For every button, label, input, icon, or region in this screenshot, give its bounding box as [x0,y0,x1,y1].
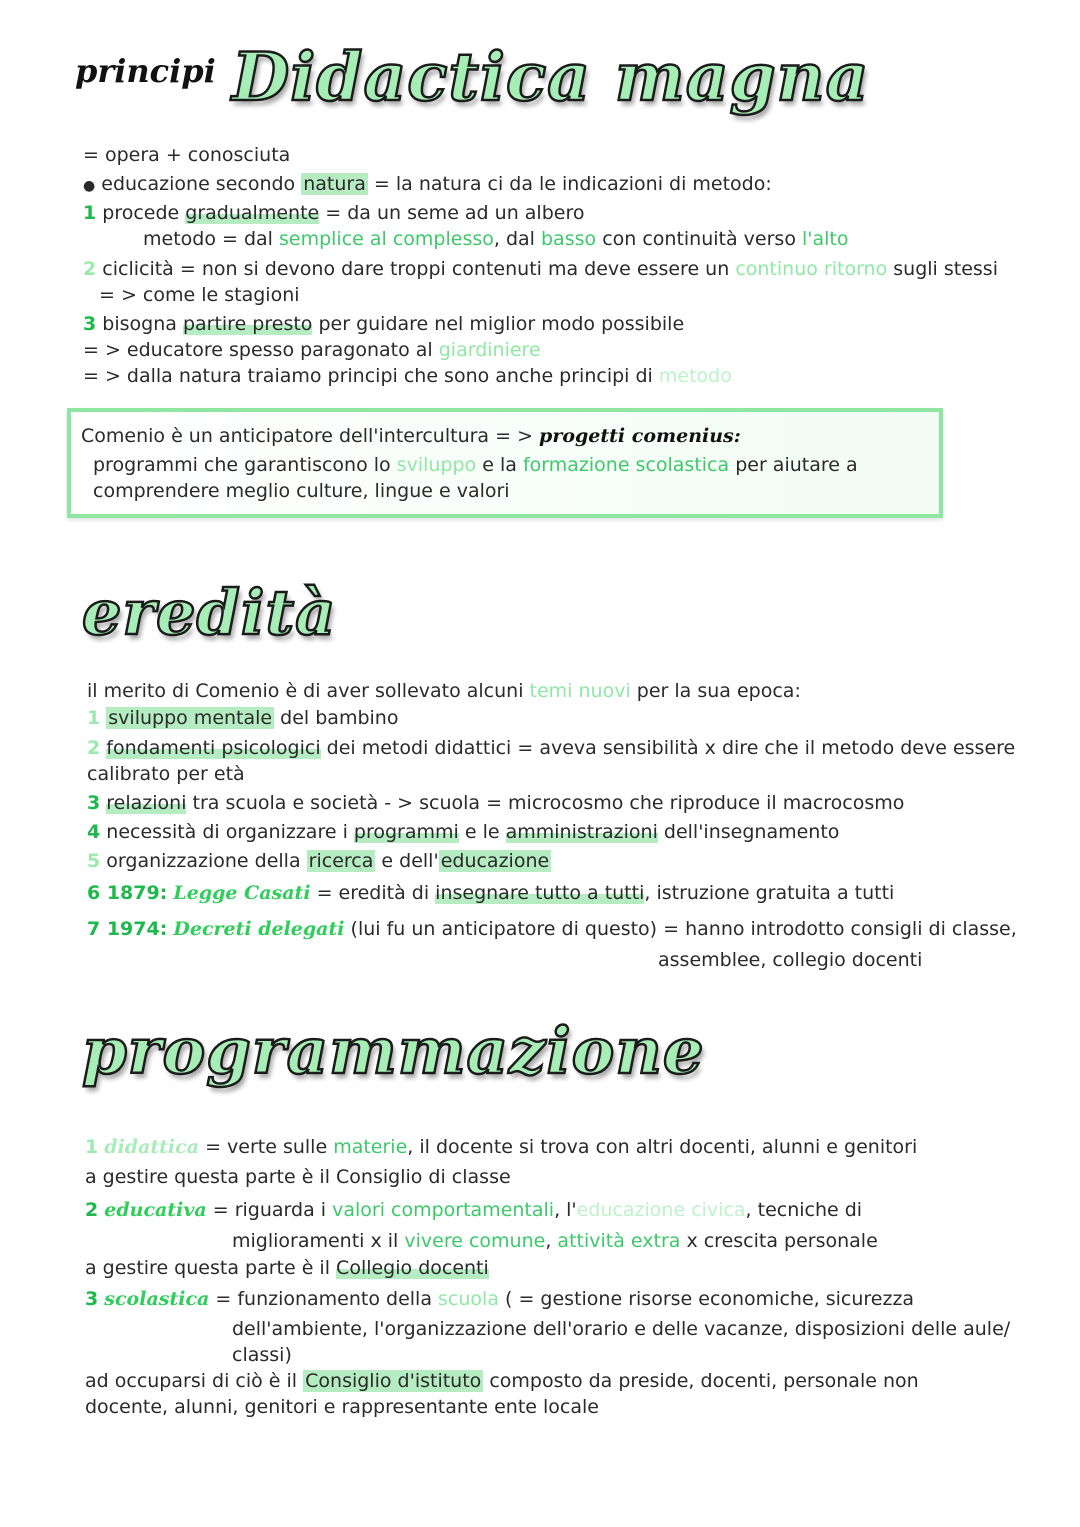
text: tra scuola e società - > scuola = microcosmo che riproduce il macrocosmo [192,792,905,814]
didattica-label: didattica [104,1136,200,1158]
scolastica-label: scolastica [104,1288,210,1310]
green-text: giardiniere [438,339,541,361]
highlight: insegnare tutto a tutti [435,882,645,904]
item-number: 6 1879: [87,882,168,904]
text: calibrato per età [87,763,245,785]
text: , dal [493,228,535,250]
text-line [83,256,998,282]
text: comprendere meglio culture, lingue e valori [93,480,510,502]
item-number: 1 [85,1136,99,1158]
item-number: 2 [83,258,97,280]
text: il merito di Comenio è di aver sollevato alcuni [87,680,524,702]
text: , istruzione gratuita a tutti [644,882,895,904]
item-number: 3 [87,792,101,814]
green-text: valori comportamentali [332,1199,555,1221]
text: = la natura ci da le indicazioni di metodo: [373,173,772,195]
item-number: 2 [87,737,101,759]
text: per la sua epoca: [636,680,801,702]
text: , tecniche di [745,1199,863,1221]
text-line [232,1316,1010,1342]
section-label-principi: principi [75,52,216,90]
green-text: sviluppo [396,454,477,476]
item-number: 3 [85,1288,99,1310]
text-line [87,761,245,787]
text: = riguarda i [212,1199,327,1221]
green-text: l'alto [802,228,849,250]
green-text: attività extra [557,1230,681,1252]
text: e le [464,821,500,843]
text: e dell' [381,850,439,872]
text: sugli stessi [893,258,998,280]
text: con continuità verso [602,228,796,250]
green-text: temi nuovi [529,680,631,702]
progetti-comenius-label: progetti comenius: [539,425,741,447]
text-line [87,880,894,906]
text: dell'insegnamento [663,821,840,843]
text-line [85,1164,511,1190]
text: metodo = dal [143,228,273,250]
highlight: ricerca [308,850,374,872]
bullet-icon: ● [83,178,96,194]
green-text: semplice al complesso [279,228,494,250]
text: = da un seme ad un albero [325,202,585,224]
highlight: natura [303,173,366,195]
text-line [87,678,801,704]
green-text: basso [541,228,597,250]
highlight: partire presto [182,313,313,335]
text-line [83,171,772,199]
text: e la [482,454,517,476]
text: bisogna [102,313,177,335]
green-text: educazione civica [576,1199,746,1221]
page-title: Didactica magna [232,38,870,116]
item-number: 7 1974: [87,918,168,940]
text: ( = gestione risorse economiche, sicurezza [505,1288,915,1310]
text: a gestire questa parte è il Consiglio di classe [85,1166,511,1188]
text-line [143,226,849,252]
text: = verte sulle [205,1136,328,1158]
item-number: 3 [83,313,97,335]
highlight: relazioni [106,792,187,814]
text: dei metodi didattici = aveva sensibilità x dire che il metodo deve essere [326,737,1016,759]
text: (lui fu un anticipatore di questo) = hanno introdotto consigli di classe, [350,918,1017,940]
text-line [83,142,290,168]
text: , l' [554,1199,577,1221]
text: necessità di organizzare i [106,821,348,843]
legge-casati-label: Legge Casati [173,882,311,904]
text: educazione secondo [101,173,296,195]
text-line [83,337,541,363]
text: per aiutare a [735,454,858,476]
text-line [99,282,300,308]
text-line [85,1394,599,1420]
text: ciclicità = non si devono dare troppi contenuti ma deve essere un [102,258,730,280]
text-line [87,790,904,816]
text: = > come le stagioni [99,284,300,306]
text: = funzionamento della [215,1288,432,1310]
text: per guidare nel miglior modo possibile [318,313,685,335]
section-title-programmazione: programmazione [82,1014,705,1089]
highlight: programmi [353,821,459,843]
highlight: sviluppo mentale [108,707,273,729]
text-line [87,916,1017,942]
green-text: formazione scolastica [522,454,730,476]
text-line [83,363,732,389]
text-line [85,1255,489,1281]
text: , [545,1230,552,1252]
item-number: 4 [87,821,101,843]
green-text: metodo [658,365,732,387]
text-line [232,1342,292,1368]
text: classi) [232,1344,292,1366]
text: x crescita personale [686,1230,878,1252]
text: composto da preside, docenti, personale non [489,1370,919,1392]
highlight: Consiglio d'istituto [305,1370,482,1392]
text: docente, alunni, genitori e rappresentante ente locale [85,1396,599,1418]
green-text: materie [333,1136,408,1158]
text: programmi che garantiscono lo [93,454,391,476]
text-line [85,1197,862,1223]
text-line [232,1228,878,1254]
item-number: 5 [87,850,101,872]
item-number: 1 [83,202,97,224]
highlight: amministrazioni [505,821,658,843]
green-text: vivere comune [404,1230,546,1252]
text: assemblee, collegio docenti [658,949,923,971]
highlight: gradualmente [185,202,320,224]
text-line [93,478,510,504]
text-line [83,200,584,226]
text-line [87,705,398,731]
highlight: fondamenti psicologici [106,737,321,759]
text: , il docente si trova con altri docenti, alunni e genitori [407,1136,918,1158]
section-title-eredita: eredità [82,576,337,649]
text: a gestire questa parte è il [85,1257,330,1279]
text: miglioramenti x il [232,1230,399,1252]
text-line [81,423,741,449]
text: Comenio è un anticipatore dell'intercultura = > [81,425,533,447]
text-line [85,1134,917,1160]
text: dell'ambiente, l'organizzazione dell'orario e delle vacanze, disposizioni delle aule/ [232,1318,1011,1340]
item-number: 2 [85,1199,99,1221]
text-line [87,819,839,845]
highlight: educazione [440,850,550,872]
green-text: scuola [438,1288,499,1310]
item-number: 1 [87,707,101,729]
text: ad occuparsi di ciò è il [85,1370,298,1392]
text-line [87,848,551,874]
text: = > educatore spesso paragonato al [83,339,433,361]
text-line [85,1368,919,1394]
text: del bambino [280,707,399,729]
text-line [87,735,1015,761]
text-line [85,1286,914,1312]
text: = opera + conosciuta [83,144,291,166]
green-text: continuo ritorno [735,258,888,280]
text: = eredità di [316,882,430,904]
educativa-label: educativa [104,1199,207,1221]
text-line [93,452,858,478]
decreti-delegati-label: Decreti delegati [173,918,345,940]
highlight: Collegio docenti [336,1257,489,1279]
text: organizzazione della [106,850,301,872]
text: procede [102,202,180,224]
text-line [83,311,684,337]
text: = > dalla natura traiamo principi che sono anche principi di [83,365,653,387]
text-line [658,947,922,973]
